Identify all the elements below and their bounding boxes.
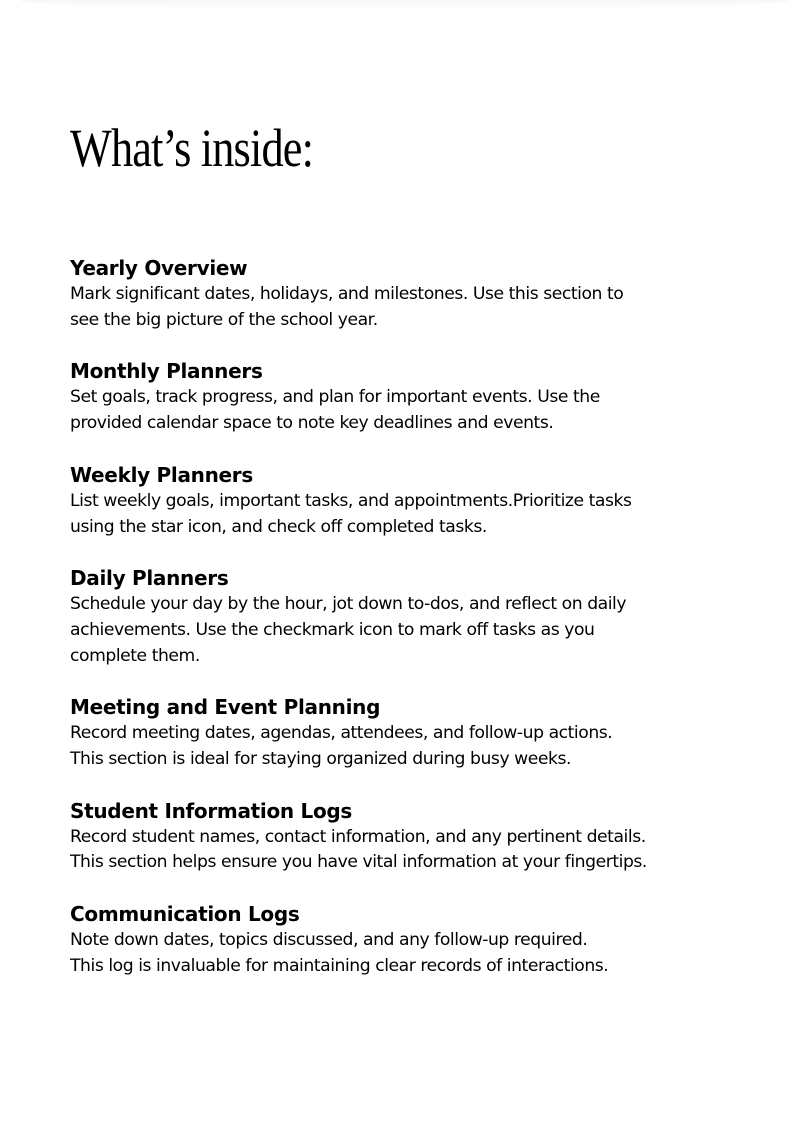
section-description — [70, 282, 750, 333]
description-line: List weekly goals, important tasks, and appointments.Prioritize tasks — [70, 490, 632, 511]
description-line: This section helps ensure you have vital information at your fingertips. — [70, 852, 647, 873]
description-line: Set goals, track progress, and plan for important events. Use the — [70, 387, 600, 408]
section-communication-logs — [70, 900, 750, 979]
description-line: provided calendar space to note key deadlines and events. — [70, 413, 554, 434]
page-top-shadow — [20, 0, 788, 10]
description-line: This log is invaluable for maintaining clear records of interactions. — [70, 955, 609, 976]
section-heading: Yearly Overview — [70, 256, 248, 280]
section-daily-planners — [70, 564, 750, 669]
section-heading: Daily Planners — [70, 566, 229, 591]
description-line: Schedule your day by the hour, jot down to-dos, and reflect on daily — [70, 594, 627, 615]
description-line: achievements. Use the checkmark icon to mark off tasks as you — [70, 619, 595, 640]
section-description — [70, 721, 750, 772]
description-line: see the big picture of the school year. — [70, 309, 378, 330]
description-line: Note down dates, topics discussed, and any follow-up required. — [70, 930, 588, 951]
page-title: What’s inside: — [70, 118, 314, 178]
sections-list — [70, 254, 750, 1004]
section-description — [70, 825, 750, 876]
section-student-information-logs — [70, 797, 750, 876]
section-weekly-planners — [70, 461, 750, 540]
description-line: using the star icon, and check off completed tasks. — [70, 516, 487, 537]
description-line: Record meeting dates, agendas, attendees, and follow-up actions. — [70, 723, 613, 744]
section-description — [70, 489, 750, 540]
description-line: Mark significant dates, holidays, and milestones. Use this section to — [70, 284, 624, 304]
section-meeting-event-planning — [70, 693, 750, 772]
section-description — [70, 385, 750, 436]
section-yearly-overview — [70, 254, 750, 333]
description-line: complete them. — [70, 645, 200, 666]
description-line: Record student names, contact information, and any pertinent details. — [70, 826, 646, 847]
section-heading: Communication Logs — [70, 902, 300, 927]
section-monthly-planners — [70, 357, 750, 436]
section-heading: Weekly Planners — [70, 462, 253, 487]
section-description — [70, 592, 750, 669]
description-line: This section is ideal for staying organized during busy weeks. — [70, 749, 572, 770]
section-heading: Student Information Logs — [70, 798, 353, 823]
section-heading: Monthly Planners — [70, 359, 263, 384]
section-heading: Meeting and Event Planning — [70, 695, 381, 720]
section-description — [70, 928, 750, 979]
